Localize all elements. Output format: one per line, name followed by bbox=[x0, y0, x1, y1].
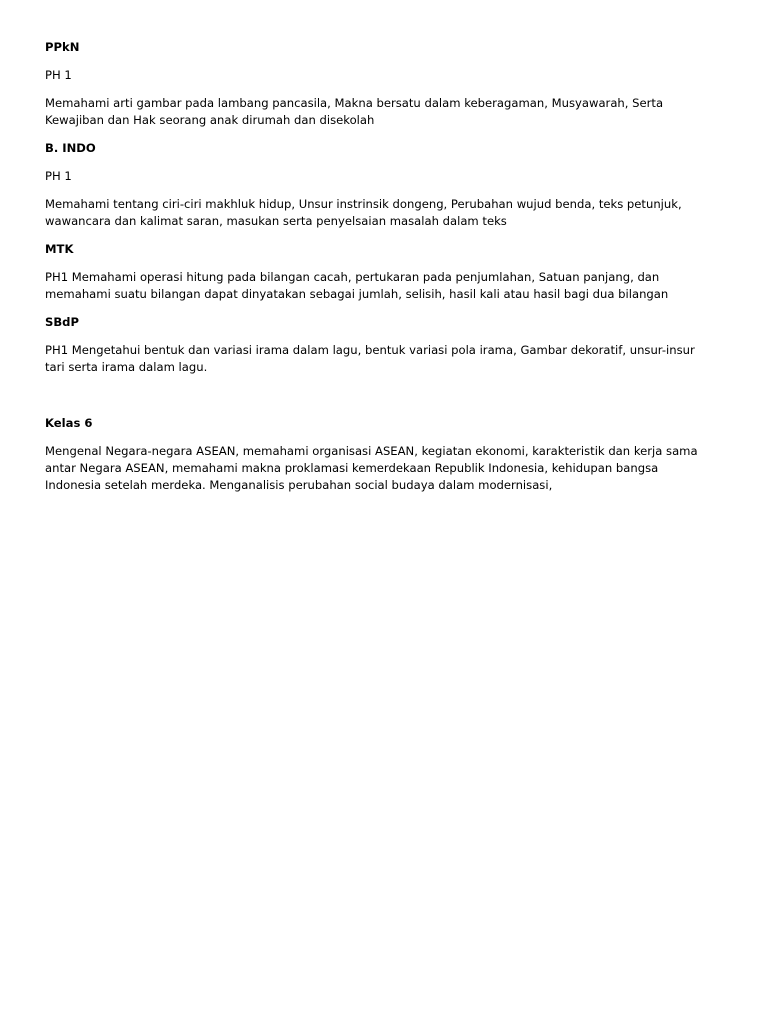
kelas6-heading: Kelas 6 bbox=[45, 416, 93, 430]
bindo-label: PH 1 bbox=[45, 169, 72, 183]
ppkn-label: PH 1 bbox=[45, 68, 72, 82]
section-spacer bbox=[45, 387, 716, 415]
mtk-heading: MTK bbox=[45, 242, 74, 256]
mtk-text: PH1 Memahami operasi hitung pada bilangan cacah, pertukaran pada penjumlahan, Satuan panjang, dan memahami suatu bilangan dapat dinyatakan sebagai jumlah, selisih, hasil kali atau hasil bagi dua bilangan bbox=[45, 270, 669, 301]
bindo-heading: B. INDO bbox=[45, 141, 96, 155]
bindo-text: Memahami tentang ciri-ciri makhluk hidup, Unsur instrinsik dongeng, Perubahan wujud benda, teks petunjuk, wawancara dan kalimat saran, masukan serta penyelsaian masalah dalam teks bbox=[45, 197, 682, 228]
sbdp-text: PH1 Mengetahui bentuk dan variasi irama dalam lagu, bentuk variasi pola irama, Gambar dekoratif, unsur-insur tari serta irama dalam lagu. bbox=[45, 343, 695, 374]
kelas6-text: Mengenal Negara-negara ASEAN, memahami organisasi ASEAN, kegiatan ekonomi, karakteristik dan kerja sama antar Negara ASEAN, memahami makna proklamasi kemerdekaan Republik Indonesia, kehidupan bangsa Indonesia setelah merdeka. Menganalisis perubahan social budaya dalam modernisasi, bbox=[45, 444, 698, 492]
sbdp-heading: SBdP bbox=[45, 315, 79, 329]
ppkn-heading: PPkN bbox=[45, 40, 80, 54]
ppkn-text: Memahami arti gambar pada lambang pancasila, Makna bersatu dalam keberagaman, Musyawarah, Serta Kewajiban dan Hak seorang anak dirumah dan disekolah bbox=[45, 96, 664, 127]
